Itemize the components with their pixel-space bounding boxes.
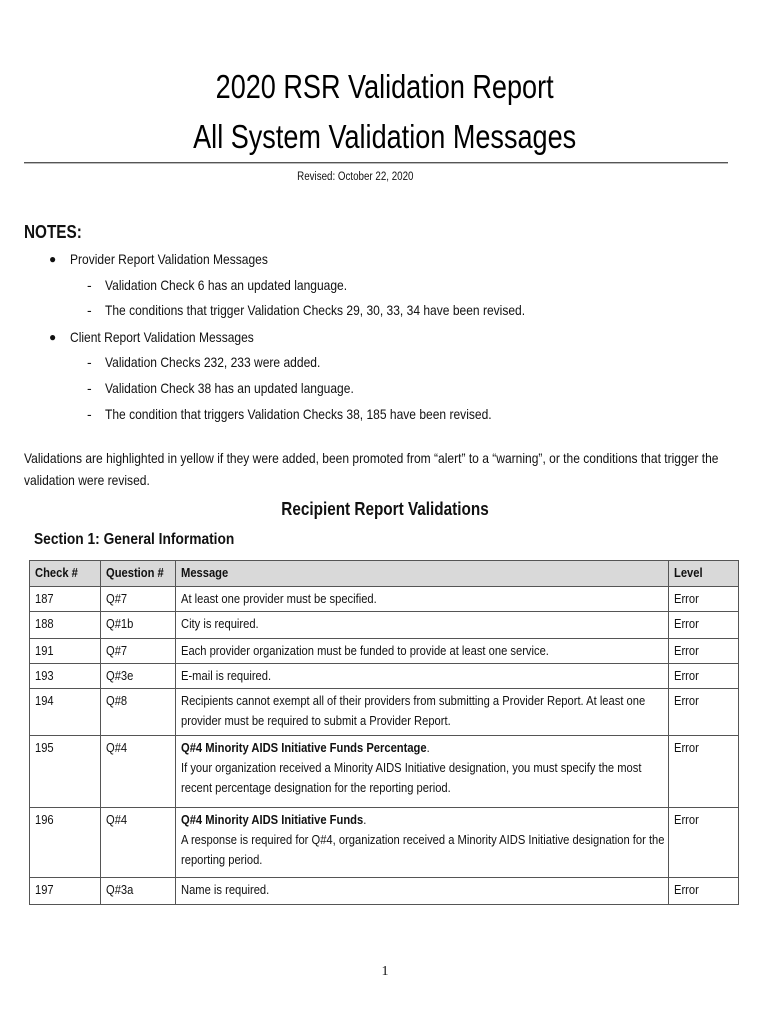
highlight-note: Validations are highlighted in yellow if they were added, been promoted from “alert” to a “warning”, or the conditions that trigger the xyxy=(24,450,719,466)
cell-message xyxy=(176,639,669,664)
message-line: recent percentage designation for the reporting period. xyxy=(181,780,451,795)
cell-question: Q#4 xyxy=(101,736,176,808)
cell-message xyxy=(176,689,669,736)
cell-message xyxy=(176,612,669,639)
cell-question: Q#7 xyxy=(101,587,176,612)
message-line: A response is required for Q#4, organization received a Minority AIDS Initiative designation for the xyxy=(181,832,665,847)
table-row xyxy=(30,664,739,689)
notes-bullet-client: Client Report Validation Messages xyxy=(70,329,254,345)
cell-check: 187 xyxy=(30,587,101,612)
message-line: At least one provider must be specified. xyxy=(181,591,377,606)
dash-icon: - xyxy=(87,302,92,318)
column-header-check: Check # xyxy=(30,561,101,587)
cell-question: Q#1b xyxy=(101,612,176,639)
table-row xyxy=(30,878,739,905)
table-row xyxy=(30,587,739,612)
cell-level: Error xyxy=(669,587,739,612)
message-line: provider must be required to submit a Provider Report. xyxy=(181,713,451,728)
document-subtitle: All System Validation Messages xyxy=(193,118,577,155)
message-line: If your organization received a Minority AIDS Initiative designation, you must specify the most xyxy=(181,760,642,775)
cell-question: Q#4 xyxy=(101,808,176,878)
message-line: E-mail is required. xyxy=(181,668,272,683)
cell-message xyxy=(176,587,669,612)
message-title: Q#4 Minority AIDS Initiative Funds xyxy=(181,812,364,827)
bullet-icon: ● xyxy=(49,330,57,344)
cell-level: Error xyxy=(669,639,739,664)
cell-level: Error xyxy=(669,736,739,808)
bullet-icon: ● xyxy=(49,252,57,266)
notes-item: Validation Check 38 has an updated language. xyxy=(105,380,354,396)
page-number: 1 xyxy=(381,964,389,979)
message-line: Each provider organization must be funded to provide at least one service. xyxy=(181,643,549,658)
cell-level: Error xyxy=(669,612,739,639)
cell-check: 191 xyxy=(30,639,101,664)
table-header-row xyxy=(30,561,739,587)
notes-bullet-provider: Provider Report Validation Messages xyxy=(70,251,268,267)
message-title: Q#4 Minority AIDS Initiative Funds Percentage xyxy=(181,740,427,755)
cell-check: 195 xyxy=(30,736,101,808)
table-row xyxy=(30,689,739,736)
message-line: Name is required. xyxy=(181,882,270,897)
cell-check: 196 xyxy=(30,808,101,878)
section-heading: Section 1: General Information xyxy=(34,531,235,548)
cell-question: Q#3e xyxy=(101,664,176,689)
cell-question: Q#3a xyxy=(101,878,176,905)
revised-date: Revised: October 22, 2020 xyxy=(297,171,414,183)
column-header-question: Question # xyxy=(101,561,176,587)
report-heading: Recipient Report Validations xyxy=(281,499,489,519)
notes-item: Validation Checks 232, 233 were added. xyxy=(105,354,321,370)
cell-level: Error xyxy=(669,664,739,689)
column-header-message: Message xyxy=(176,561,669,587)
cell-question: Q#7 xyxy=(101,639,176,664)
message-line: City is required. xyxy=(181,616,259,631)
cell-level: Error xyxy=(669,808,739,878)
cell-level: Error xyxy=(669,689,739,736)
table-row xyxy=(30,612,739,639)
notes-item: Validation Check 6 has an updated language. xyxy=(105,277,348,293)
message-line: Recipients cannot exempt all of their providers from submitting a Provider Report. At least one xyxy=(181,693,646,708)
table-row xyxy=(30,639,739,664)
dash-icon: - xyxy=(87,277,92,293)
table-row xyxy=(30,736,739,808)
cell-check: 188 xyxy=(30,612,101,639)
notes-item: The conditions that trigger Validation Checks 29, 30, 33, 34 have been revised. xyxy=(105,302,526,318)
notes-item: The condition that triggers Validation Checks 38, 185 have been revised. xyxy=(105,406,492,422)
validation-table xyxy=(29,560,739,905)
cell-question: Q#8 xyxy=(101,689,176,736)
document-title: 2020 RSR Validation Report xyxy=(215,68,554,105)
title-divider xyxy=(24,162,728,163)
cell-check: 193 xyxy=(30,664,101,689)
notes-heading: NOTES: xyxy=(24,222,82,242)
message-line: reporting period. xyxy=(181,852,263,867)
cell-check: 194 xyxy=(30,689,101,736)
cell-message: Q#4 Minority AIDS Initiative Funds. A response is required for Q#4, organization received a Minority AIDS Initiative designation for the reporting period. xyxy=(176,808,669,878)
cell-message xyxy=(176,664,669,689)
column-header-level: Level xyxy=(669,561,739,587)
highlight-note-cont: validation were revised. xyxy=(24,472,150,488)
dash-icon: - xyxy=(87,354,92,370)
dash-icon: - xyxy=(87,406,92,422)
cell-level: Error xyxy=(669,878,739,905)
cell-message xyxy=(176,878,669,905)
table-row xyxy=(30,808,739,878)
cell-check: 197 xyxy=(30,878,101,905)
cell-message: Q#4 Minority AIDS Initiative Funds Percentage. If your organization received a Minority AIDS Initiative designation, you must specify the most recent percentage designation for the reporting period. xyxy=(176,736,669,808)
dash-icon: - xyxy=(87,380,92,396)
